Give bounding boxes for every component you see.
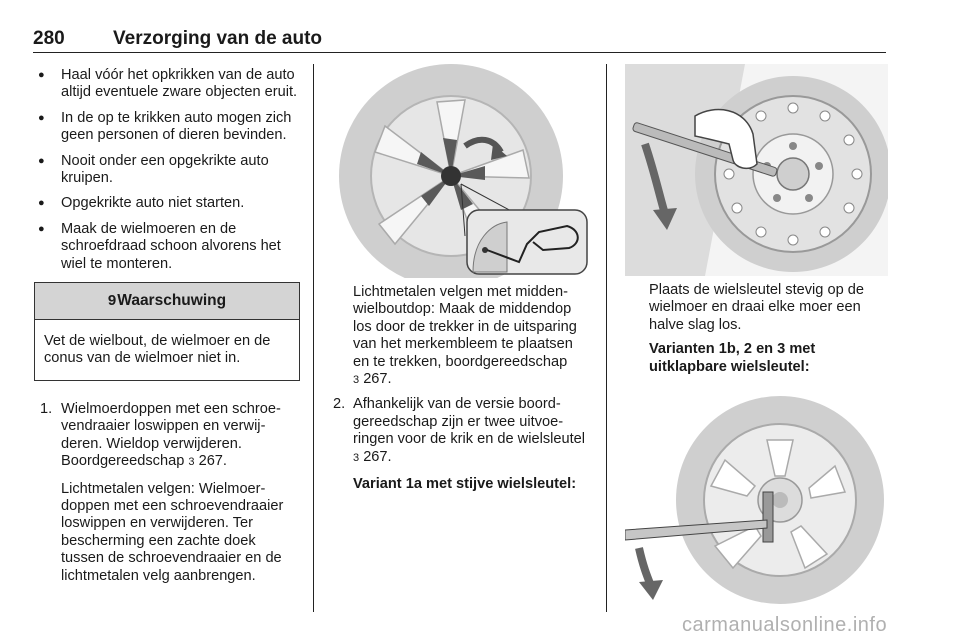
page-ref: 267. [198,453,227,470]
warning-text: Vet de wielbout, de wielmoer en de conus van de wielmoer niet in. [44,333,271,367]
figure-caption [333,284,591,389]
alloy-wheel-folding-wrench-illustration [625,396,888,608]
variant-heading: Variant 1a met stijve wielsleutel: [353,476,577,493]
step-2 [333,396,591,467]
warning-title: Waarschuwing [117,292,227,310]
figure-caption: Plaats de wielsleutel stevig op de wielmoer en draai elke moer een halve slag los. [649,282,864,333]
step-1 [34,401,300,472]
step-number: 2. [333,396,346,413]
caption-text: Lichtmetalen velgen met middenwielboutdop: Maak de middendop los door de trekker in de uitsparing van het merkembleem te plaatsen en te trekken, boordgereedschap [353,284,577,370]
steel-wheel-wrench-illustration [625,64,883,276]
bullet-list [34,67,300,273]
warning-header [35,283,299,320]
bullet-item: ● Haal vóór het opkrikken van de auto altijd eventuele zware objecten eruit. [34,67,300,102]
watermark: carmanualsonline.info [682,614,888,636]
column-divider-left [313,64,314,612]
warning-box [34,282,300,381]
step-list [34,401,300,472]
alloy-wheel-illustration [333,64,591,278]
page-ref-icon: 3 [353,374,360,387]
page-ref-icon: 3 [353,451,360,464]
column-2 [333,64,591,493]
step-number: 1. [40,400,53,417]
warning-triangle-icon: 9 [107,292,117,310]
page-ref-icon: 3 [188,456,195,469]
page-ref: 267. [363,448,392,465]
column-3 [625,64,888,608]
page-ref: 267. [363,371,392,388]
step-text: Wielmoerdoppen met een schroevendraaier loswippen en verwijderen. Wieldop verwijderen. Boordgereedschap [61,400,281,470]
variant-heading: Varianten 1b, 2 en 3 met uitklapbare wielsleutel: [649,341,816,375]
bullet-item: ● Nooit onder een opgekrikte auto kruipen. [34,153,300,188]
bullet-item: ● In de op te krikken auto mogen zich geen personen of dieren bevinden. [34,110,300,145]
steel-wheel-illustration [625,64,888,276]
page-title: Verzorging van de auto [113,28,323,49]
column-divider-right [606,64,607,612]
header-rule [33,52,886,53]
bullet-item: ● Maak de wielmoeren en de schroefdraad schoon alvorens het wiel te monteren. [34,221,300,273]
step-1-extra: Lichtmetalen velgen: Wielmoerdoppen met een schroevendraaier loswippen en verwijderen. Ter bescherming een zachte doek tussen de schroevendraaier en de lichtmetalen velg aanbrengen. [61,480,284,584]
bullet-item: ● Opgekrikte auto niet starten. [34,195,300,212]
step-list [333,396,591,467]
step-text: Afhankelijk van de versie boordgereedschap zijn er twee uitvoeringen voor de krik en de wielsleutel [353,396,586,448]
column-1 [34,67,300,585]
page-number: 280 [33,28,65,49]
folding-wrench-illustration [625,396,888,608]
alloy-wheel-cap-illustration [333,64,591,278]
